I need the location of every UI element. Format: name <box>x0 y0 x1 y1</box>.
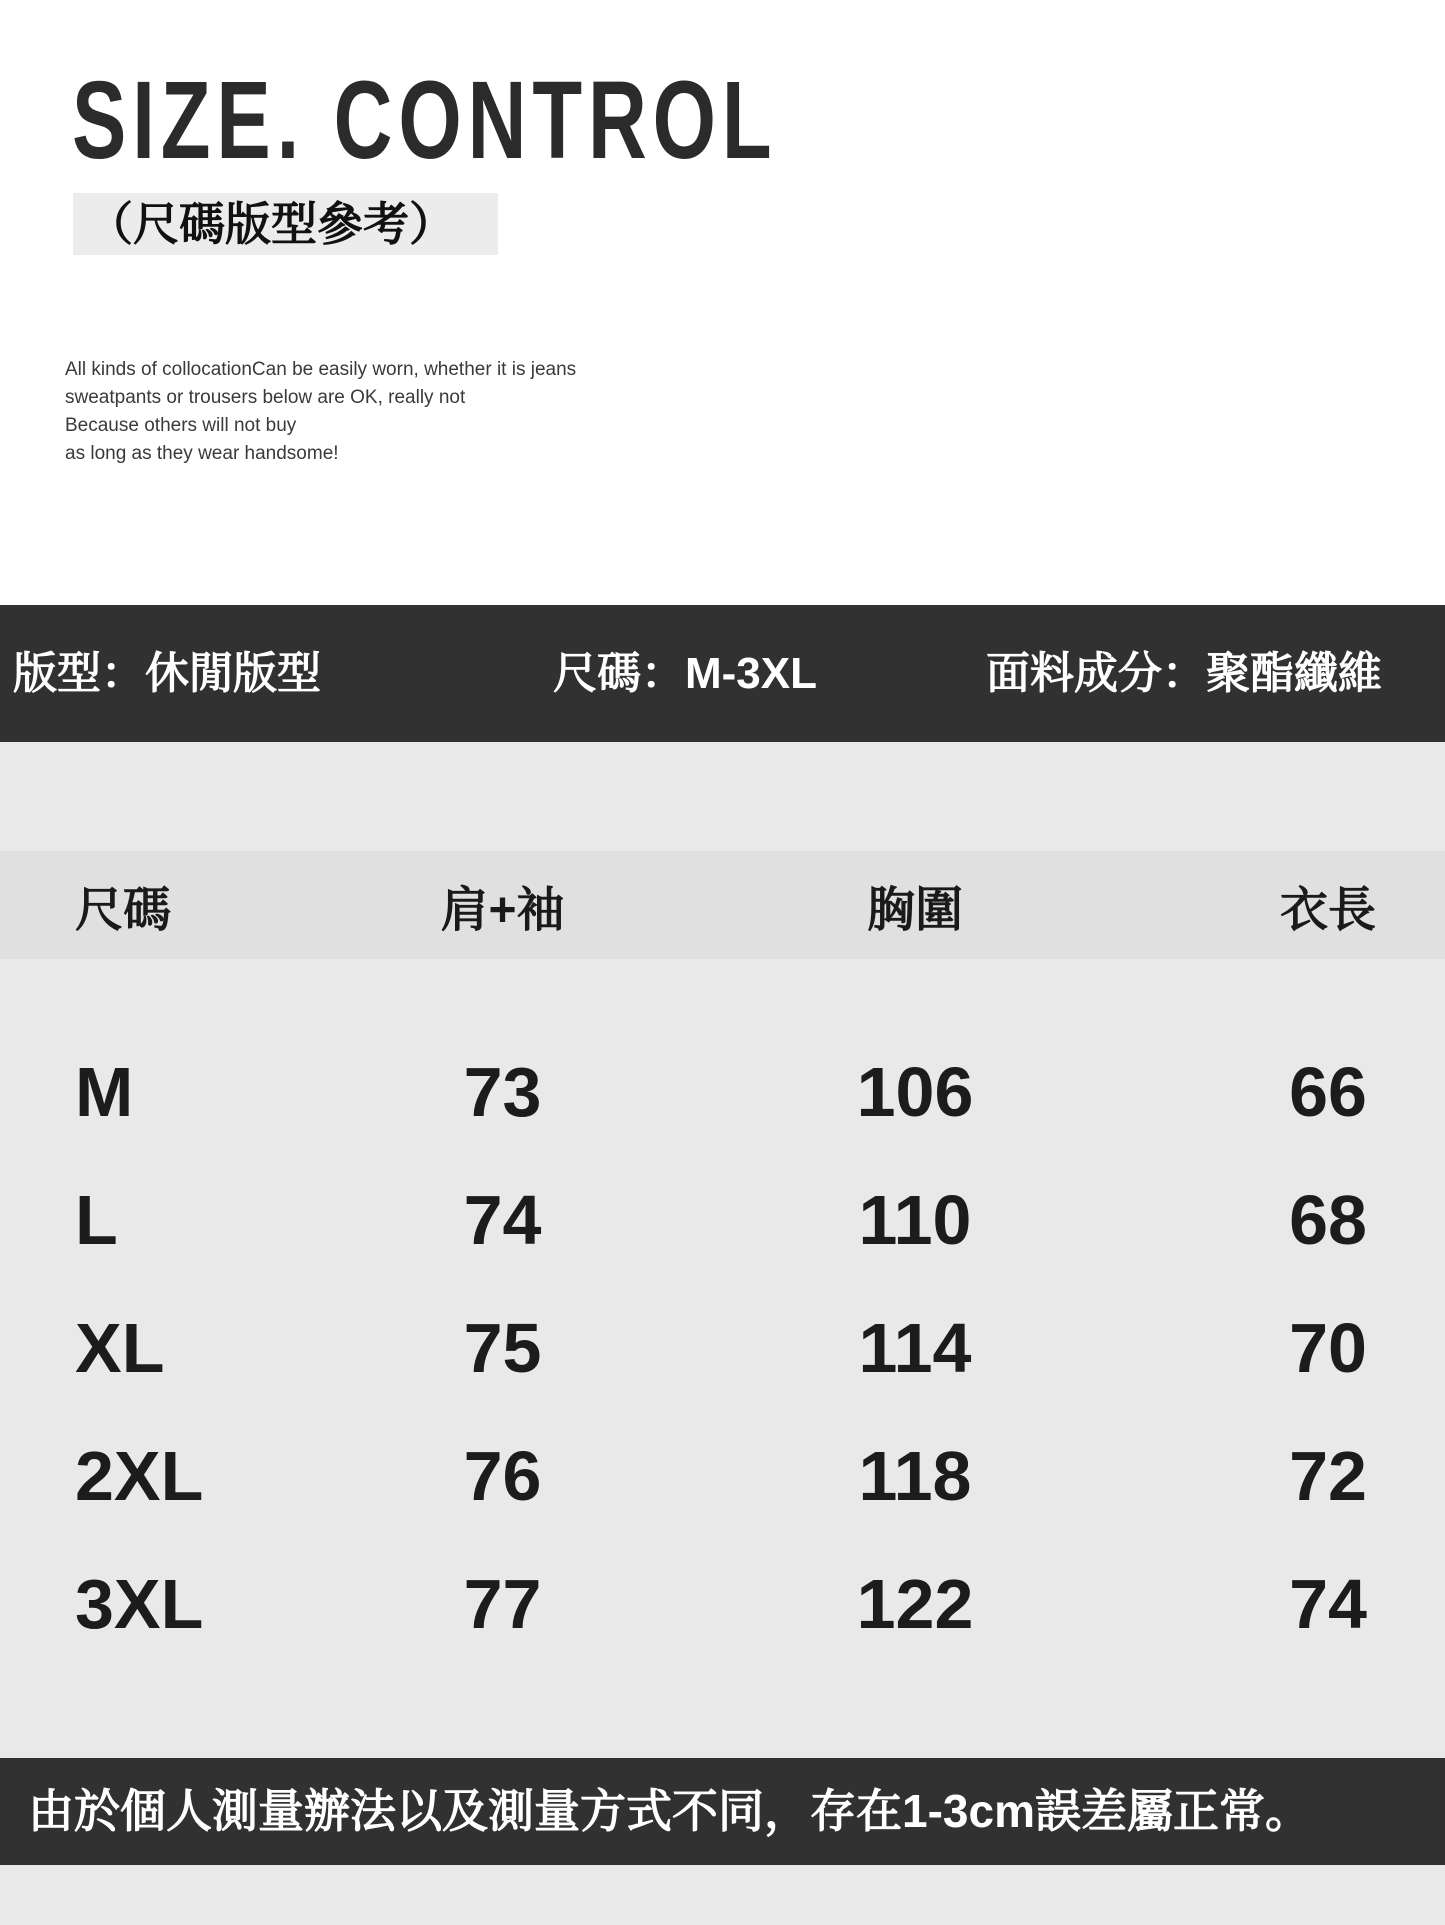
size-table-header <box>0 851 1445 959</box>
description-line-3: Because others will not buy <box>65 415 297 436</box>
table-row-l <box>0 1156 1445 1284</box>
table-row-3xl <box>0 1540 1445 1668</box>
size-cell: 2XL <box>75 1437 204 1515</box>
subtitle-highlight <box>73 193 498 255</box>
length-cell: 74 <box>1289 1565 1367 1643</box>
size-cell: XL <box>75 1309 165 1387</box>
shoulder-sleeve-cell: 75 <box>463 1309 542 1387</box>
size-cell: L <box>75 1181 118 1259</box>
chest-cell: 118 <box>858 1437 972 1515</box>
shoulder-sleeve-cell: 76 <box>463 1437 542 1515</box>
fit-type-label: 版型：休閒版型 <box>13 649 321 698</box>
chest-cell: 106 <box>856 1053 974 1131</box>
note-bar <box>0 1758 1445 1865</box>
description-line-1: All kinds of collocationCan be easily worn, whether it is jeans <box>65 359 577 380</box>
fabric-label: 面料成分：聚酯纖維 <box>986 649 1382 698</box>
table-row-xl <box>0 1284 1445 1412</box>
table-row-m <box>0 1028 1445 1156</box>
table-row-2xl <box>0 1412 1445 1540</box>
column-header-length: 衣長 <box>1279 883 1376 937</box>
length-cell: 72 <box>1289 1437 1367 1515</box>
column-header-chest: 胸圍 <box>866 883 963 937</box>
length-cell: 66 <box>1289 1053 1367 1131</box>
size-cell: M <box>75 1053 134 1131</box>
size-cell: 3XL <box>75 1565 204 1643</box>
footer-strip <box>0 1865 1445 1925</box>
description-line-4: as long as they wear handsome! <box>65 443 339 464</box>
length-cell: 70 <box>1289 1309 1367 1387</box>
chest-cell: 114 <box>858 1309 972 1387</box>
column-header-shoulder-sleeve: 肩+袖 <box>440 883 565 937</box>
length-cell: 68 <box>1289 1181 1367 1259</box>
shoulder-sleeve-cell: 73 <box>463 1053 542 1131</box>
subtitle: （尺碼版型參考） <box>87 198 455 250</box>
info-bar <box>0 605 1445 742</box>
description <box>65 356 576 468</box>
size-table-section <box>0 742 1445 1758</box>
page-title: SIZE. CONTROL <box>72 59 778 182</box>
chest-cell: 110 <box>858 1181 972 1259</box>
chest-cell: 122 <box>856 1565 974 1643</box>
shoulder-sleeve-cell: 77 <box>463 1565 542 1643</box>
hero-section <box>0 0 1445 605</box>
description-line-2: sweatpants or trousers below are OK, really not <box>65 387 466 408</box>
column-header-size: 尺碼 <box>75 883 172 937</box>
shoulder-sleeve-cell: 74 <box>463 1181 542 1259</box>
size-range-label: 尺碼：M-3XL <box>553 649 817 698</box>
measurement-note: 由於個人測量辦法以及測量方式不同，存在1-3cm誤差屬正常。 <box>28 1785 1311 1837</box>
size-table-body <box>0 960 1445 1668</box>
